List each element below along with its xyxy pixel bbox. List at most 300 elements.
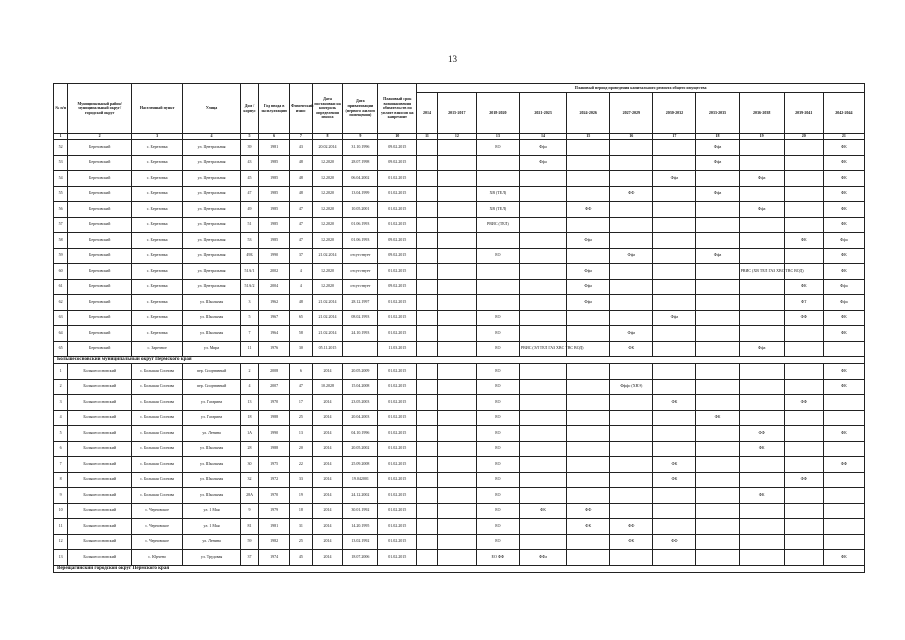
cell-period-work xyxy=(696,217,739,233)
cell-period-work xyxy=(610,233,653,249)
column-number: 7 xyxy=(290,134,313,140)
cell-period-work xyxy=(696,279,739,295)
cell-period-work: ФФ xyxy=(784,310,823,326)
cell-period-work: РВИС (ЭЛ ТЕЛ ГАЗ ХВС ТВС ВОД) xyxy=(519,341,566,357)
cell-obligation-date: 01.02.2015 xyxy=(378,326,417,342)
cell-district: Березовский xyxy=(68,217,132,233)
cell-period-work xyxy=(696,426,739,442)
header-period-group: Плановый период проведения капитального ремонта общего имущества xyxy=(417,84,865,93)
cell-period-work xyxy=(696,457,739,473)
cell-period-work: Ффа xyxy=(519,155,566,171)
cell-year: 1962 xyxy=(259,295,290,311)
cell-settlement: с. Березовка xyxy=(132,264,183,280)
cell-wear: 18 xyxy=(290,503,313,519)
cell-period-work xyxy=(437,503,476,519)
cell-period-work xyxy=(437,202,476,218)
cell-period-work xyxy=(519,326,566,342)
cell-period-work xyxy=(739,395,784,411)
cell-period-work xyxy=(784,217,823,233)
cell-privat-date: 01.06.1993 xyxy=(343,217,378,233)
cell-period-work xyxy=(739,472,784,488)
cell-street: ул. Трудовая xyxy=(183,550,240,566)
cell-period-work xyxy=(610,457,653,473)
cell-control-date: 21.02.2014 xyxy=(312,295,343,311)
cell-privat-date: 19.042001 xyxy=(343,472,378,488)
cell-period-work xyxy=(739,326,784,342)
cell-obligation-date: 11.03.2015 xyxy=(378,341,417,357)
cell-district: Большесосновский xyxy=(68,395,132,411)
cell-period-work: ФФ xyxy=(567,503,610,519)
cell-obligation-date: 01.02.2015 xyxy=(378,410,417,426)
table-row xyxy=(54,326,865,342)
header-period: 2015-2017 xyxy=(437,93,476,134)
cell-street: ул. Школьная xyxy=(183,441,240,457)
cell-control-date: 12.2020 xyxy=(312,202,343,218)
cell-period-work xyxy=(784,426,823,442)
cell-street: ул. Центральная xyxy=(183,279,240,295)
cell-obligation-date: 01.02.2015 xyxy=(378,519,417,535)
cell-no: 2 xyxy=(54,379,68,395)
cell-settlement: с. Черновское xyxy=(132,519,183,535)
cell-wear: 20 xyxy=(290,441,313,457)
cell-settlement: с. Черновское xyxy=(132,503,183,519)
cell-street: ул. Центральная xyxy=(183,248,240,264)
cell-obligation-date: 01.02.2015 xyxy=(378,395,417,411)
cell-period-work xyxy=(417,488,438,504)
cell-period-work xyxy=(437,426,476,442)
cell-period-work xyxy=(784,488,823,504)
cell-control-date: 21.02.2014 xyxy=(312,326,343,342)
cell-period-work: ЕО xyxy=(476,472,519,488)
cell-no: 54 xyxy=(54,171,68,187)
cell-period-work xyxy=(519,186,566,202)
cell-period-work xyxy=(417,326,438,342)
cell-period-work xyxy=(519,534,566,550)
cell-district: Березовский xyxy=(68,155,132,171)
cell-period-work: ФК xyxy=(610,341,653,357)
cell-period-work: ЕО xyxy=(476,248,519,264)
table-row xyxy=(54,379,865,395)
cell-control-date: 12.2020 xyxy=(312,155,343,171)
cell-period-work xyxy=(653,488,696,504)
column-number: 18 xyxy=(696,134,739,140)
cell-period-work xyxy=(437,186,476,202)
cell-period-work xyxy=(784,248,823,264)
cell-period-work: ЕО xyxy=(476,519,519,535)
cell-no: 52 xyxy=(54,140,68,156)
cell-period-work: ФФ xyxy=(823,457,864,473)
cell-period-work xyxy=(696,310,739,326)
cell-period-work xyxy=(696,202,739,218)
cell-period-work xyxy=(519,279,566,295)
cell-house: 45 xyxy=(240,171,258,187)
cell-period-work xyxy=(739,550,784,566)
cell-period-work xyxy=(653,426,696,442)
cell-district: Большесосновский xyxy=(68,550,132,566)
table-row xyxy=(54,155,865,171)
table-row xyxy=(54,457,865,473)
cell-settlement: с. Березовка xyxy=(132,326,183,342)
column-number: 17 xyxy=(653,134,696,140)
cell-period-work xyxy=(739,503,784,519)
cell-no: 6 xyxy=(54,441,68,457)
cell-control-date: 2014 xyxy=(312,395,343,411)
section-title: Большесосновский муниципальный округ Пермского края xyxy=(54,357,865,364)
table-row xyxy=(54,217,865,233)
cell-period-work xyxy=(610,410,653,426)
cell-control-date: 2014 xyxy=(312,410,343,426)
cell-period-work xyxy=(417,217,438,233)
cell-year: 1974 xyxy=(259,550,290,566)
cell-street: ул. Центральная xyxy=(183,171,240,187)
cell-obligation-date: 01.02.2015 xyxy=(378,295,417,311)
cell-period-work: ЕО xyxy=(476,503,519,519)
cell-wear: 48 xyxy=(290,186,313,202)
cell-period-work xyxy=(417,364,438,380)
cell-wear: 65 xyxy=(290,310,313,326)
section-title: Верещагинский городской округ Пермского края xyxy=(54,565,865,572)
cell-period-work xyxy=(784,441,823,457)
cell-period-work xyxy=(739,217,784,233)
cell-period-work xyxy=(567,441,610,457)
cell-period-work: ЕО xyxy=(476,457,519,473)
cell-house: 51А/2 xyxy=(240,279,258,295)
cell-privat-date: 13.02.1992 xyxy=(343,534,378,550)
cell-period-work: ФК xyxy=(823,140,864,156)
cell-control-date: 2014 xyxy=(312,550,343,566)
cell-control-date: 20.02.2014 xyxy=(312,140,343,156)
cell-control-date: 2014 xyxy=(312,426,343,442)
cell-period-work xyxy=(823,519,864,535)
cell-district: Березовский xyxy=(68,186,132,202)
cell-period-work xyxy=(653,519,696,535)
cell-privat-date: отсутствует xyxy=(343,279,378,295)
cell-period-work xyxy=(739,519,784,535)
table-row xyxy=(54,186,865,202)
cell-wear: 6 xyxy=(290,364,313,380)
cell-year: 1990 xyxy=(259,248,290,264)
cell-period-work xyxy=(476,264,519,280)
cell-privat-date: 30.01.1992 xyxy=(343,503,378,519)
table-row xyxy=(54,395,865,411)
cell-period-work xyxy=(610,279,653,295)
cell-wear: 43 xyxy=(290,140,313,156)
cell-house: 4 xyxy=(240,379,258,395)
table-row xyxy=(54,488,865,504)
cell-period-work xyxy=(567,488,610,504)
cell-period-work xyxy=(519,410,566,426)
cell-control-date: 05.11.2015 xyxy=(312,341,343,357)
header-period: 2021-2023 xyxy=(519,93,566,134)
cell-period-work xyxy=(567,155,610,171)
column-number: 11 xyxy=(417,134,438,140)
cell-period-work xyxy=(696,326,739,342)
cell-period-work xyxy=(739,310,784,326)
cell-control-date: 2014 xyxy=(312,364,343,380)
cell-period-work xyxy=(567,186,610,202)
cell-privat-date: 04.10.1996 xyxy=(343,426,378,442)
cell-period-work xyxy=(437,441,476,457)
cell-privat-date: отсутствует xyxy=(343,248,378,264)
cell-period-work xyxy=(823,503,864,519)
cell-period-work xyxy=(567,310,610,326)
cell-period-work xyxy=(610,155,653,171)
cell-year: 1990 xyxy=(259,426,290,442)
cell-street: ул. Школьная xyxy=(183,488,240,504)
cell-control-date: 2014 xyxy=(312,534,343,550)
cell-year: 1967 xyxy=(259,310,290,326)
cell-period-work xyxy=(567,426,610,442)
cell-period-work xyxy=(417,279,438,295)
cell-period-work: ЕО xyxy=(476,395,519,411)
cell-wear: 30 xyxy=(290,341,313,357)
cell-year: 1970 xyxy=(259,395,290,411)
cell-period-work xyxy=(610,488,653,504)
cell-control-date: 2014 xyxy=(312,503,343,519)
cell-period-work xyxy=(437,217,476,233)
cell-settlement: с. Березовка xyxy=(132,140,183,156)
column-number: 2 xyxy=(68,134,132,140)
cell-district: Большесосновский xyxy=(68,364,132,380)
cell-period-work xyxy=(823,472,864,488)
table-row xyxy=(54,364,865,380)
cell-privat-date: 06.04.2002 xyxy=(343,171,378,187)
cell-wear: 17 xyxy=(290,395,313,411)
table-row xyxy=(54,171,865,187)
cell-settlement: с. Березовка xyxy=(132,217,183,233)
cell-period-work xyxy=(610,395,653,411)
cell-year: 1985 xyxy=(259,217,290,233)
cell-no: 5 xyxy=(54,426,68,442)
cell-wear: 25 xyxy=(290,534,313,550)
table-body xyxy=(54,134,865,573)
cell-period-work xyxy=(653,379,696,395)
column-number: 10 xyxy=(378,134,417,140)
cell-obligation-date: 01.02.2015 xyxy=(378,171,417,187)
cell-no: 61 xyxy=(54,279,68,295)
cell-privat-date: 24.10.1993 xyxy=(343,326,378,342)
cell-period-work xyxy=(567,395,610,411)
cell-period-work: ЕО xyxy=(476,488,519,504)
cell-settlement: с. Большая Соснова xyxy=(132,457,183,473)
cell-period-work: ФФ xyxy=(653,534,696,550)
cell-wear: 4 xyxy=(290,279,313,295)
cell-period-work xyxy=(739,248,784,264)
table-row xyxy=(54,441,865,457)
cell-wear: 48 xyxy=(290,295,313,311)
cell-district: Березовский xyxy=(68,326,132,342)
cell-period-work xyxy=(696,488,739,504)
cell-period-work xyxy=(519,364,566,380)
cell-wear: 48 xyxy=(290,171,313,187)
cell-period-work xyxy=(417,519,438,535)
cell-period-work xyxy=(437,295,476,311)
cell-period-work: ЕО ФФ xyxy=(476,550,519,566)
cell-period-work xyxy=(437,341,476,357)
cell-period-work: Ффа xyxy=(610,248,653,264)
cell-period-work: ФК xyxy=(610,534,653,550)
table-row xyxy=(54,202,865,218)
header-no: № п/п xyxy=(54,84,68,134)
cell-period-work xyxy=(417,233,438,249)
cell-house: 11 xyxy=(240,341,258,357)
cell-street: ул. Школьная xyxy=(183,310,240,326)
cell-period-work xyxy=(437,534,476,550)
cell-period-work xyxy=(784,341,823,357)
cell-district: Березовский xyxy=(68,248,132,264)
cell-period-work: Ффа xyxy=(696,140,739,156)
cell-period-work xyxy=(610,472,653,488)
cell-year: 1985 xyxy=(259,233,290,249)
table-row xyxy=(54,426,865,442)
cell-period-work xyxy=(476,279,519,295)
cell-period-work xyxy=(437,364,476,380)
cell-period-work: ФФа xyxy=(519,550,566,566)
cell-no: 59 xyxy=(54,248,68,264)
cell-wear: 25 xyxy=(290,410,313,426)
header-period: 2024-2026 xyxy=(567,93,610,134)
header-period: 2027-2029 xyxy=(610,93,653,134)
cell-period-work xyxy=(437,488,476,504)
header-year-built: Год ввода в эксплуатацию xyxy=(259,84,290,134)
cell-period-work xyxy=(610,217,653,233)
cell-period-work xyxy=(739,410,784,426)
cell-period-work: ФФ xyxy=(739,426,784,442)
cell-year: 2004 xyxy=(259,279,290,295)
cell-period-work xyxy=(417,472,438,488)
table-row xyxy=(54,248,865,264)
cell-period-work xyxy=(437,233,476,249)
cell-period-work xyxy=(653,364,696,380)
cell-obligation-date: 01.02.2015 xyxy=(378,441,417,457)
cell-period-work xyxy=(437,519,476,535)
header-privat-date: Дата приватизации (первого жилого помещения) xyxy=(343,84,378,134)
cell-street: ул. Центральная xyxy=(183,202,240,218)
cell-street: ул. Школьная xyxy=(183,326,240,342)
cell-year: 1970 xyxy=(259,488,290,504)
cell-period-work xyxy=(653,233,696,249)
cell-period-work xyxy=(567,472,610,488)
column-number: 14 xyxy=(519,134,566,140)
cell-period-work xyxy=(567,550,610,566)
cell-district: Березовский xyxy=(68,264,132,280)
cell-control-date: 2014 xyxy=(312,457,343,473)
cell-period-work xyxy=(653,341,696,357)
cell-period-work: ЕО xyxy=(476,534,519,550)
cell-period-work xyxy=(784,171,823,187)
column-number: 9 xyxy=(343,134,378,140)
cell-period-work xyxy=(653,279,696,295)
cell-period-work xyxy=(519,171,566,187)
cell-period-work xyxy=(519,202,566,218)
cell-period-work xyxy=(417,550,438,566)
cell-period-work: ЕО xyxy=(476,379,519,395)
cell-control-date: 21.02.2014 xyxy=(312,248,343,264)
cell-period-work xyxy=(567,379,610,395)
cell-period-work xyxy=(739,233,784,249)
cell-period-work: ЕО xyxy=(476,326,519,342)
cell-no: 10 xyxy=(54,503,68,519)
cell-period-work: Ффа xyxy=(519,140,566,156)
cell-obligation-date: 09.02.2015 xyxy=(378,233,417,249)
cell-period-work xyxy=(739,379,784,395)
cell-privat-date: 28.07.1998 xyxy=(343,155,378,171)
capital-repair-table xyxy=(53,83,865,573)
cell-period-work xyxy=(784,534,823,550)
cell-privat-date: 20.05.2002 xyxy=(343,441,378,457)
cell-obligation-date: 01.02.2015 xyxy=(378,379,417,395)
cell-no: 62 xyxy=(54,295,68,311)
cell-period-work: Ффа xyxy=(823,233,864,249)
cell-period-work xyxy=(519,233,566,249)
cell-period-work xyxy=(417,171,438,187)
cell-period-work xyxy=(437,410,476,426)
cell-wear: 31 xyxy=(290,519,313,535)
column-number: 19 xyxy=(739,134,784,140)
cell-period-work: ФК xyxy=(739,488,784,504)
cell-period-work xyxy=(823,488,864,504)
cell-period-work xyxy=(696,472,739,488)
cell-period-work: ФК xyxy=(739,441,784,457)
cell-year: 2008 xyxy=(259,364,290,380)
cell-period-work: ФК xyxy=(823,264,864,280)
cell-period-work xyxy=(417,426,438,442)
cell-house: 30 xyxy=(240,457,258,473)
cell-privat-date: 28.12.1997 xyxy=(343,295,378,311)
cell-street: ул. Гагарина xyxy=(183,395,240,411)
cell-period-work xyxy=(519,395,566,411)
cell-period-work xyxy=(476,295,519,311)
table-row xyxy=(54,472,865,488)
cell-period-work: Ффа xyxy=(610,326,653,342)
cell-period-work xyxy=(567,248,610,264)
cell-wear: 47 xyxy=(290,233,313,249)
cell-wear: 13 xyxy=(290,426,313,442)
cell-street: ул. Школьная xyxy=(183,457,240,473)
cell-period-work xyxy=(653,140,696,156)
cell-period-work: ФК xyxy=(653,395,696,411)
cell-period-work: ФК xyxy=(823,310,864,326)
cell-privat-date: 01.06.1993 xyxy=(343,233,378,249)
table-row xyxy=(54,279,865,295)
cell-period-work xyxy=(567,326,610,342)
cell-period-work xyxy=(696,295,739,311)
cell-period-work: ФК xyxy=(823,426,864,442)
header-period: 2030-2032 xyxy=(653,93,696,134)
cell-street: ул. Школьная xyxy=(183,295,240,311)
cell-period-work xyxy=(567,364,610,380)
cell-house: 49Б xyxy=(240,248,258,264)
cell-period-work xyxy=(417,503,438,519)
cell-settlement: с. Большая Соснова xyxy=(132,395,183,411)
cell-period-work xyxy=(610,310,653,326)
column-number: 8 xyxy=(312,134,343,140)
cell-period-work xyxy=(784,326,823,342)
cell-street: ул. Центральная xyxy=(183,233,240,249)
cell-period-work xyxy=(437,264,476,280)
cell-period-work xyxy=(784,186,823,202)
cell-privat-date: 14.20.1995 xyxy=(343,519,378,535)
cell-year: 1988 xyxy=(259,410,290,426)
cell-settlement: с. Черновское xyxy=(132,534,183,550)
cell-period-work xyxy=(437,171,476,187)
cell-district: Большесосновский xyxy=(68,472,132,488)
cell-district: Большесосновский xyxy=(68,519,132,535)
cell-obligation-date: 01.02.2015 xyxy=(378,264,417,280)
section-row xyxy=(54,357,865,364)
cell-wear: 47 xyxy=(290,217,313,233)
cell-control-date: 2014 xyxy=(312,472,343,488)
